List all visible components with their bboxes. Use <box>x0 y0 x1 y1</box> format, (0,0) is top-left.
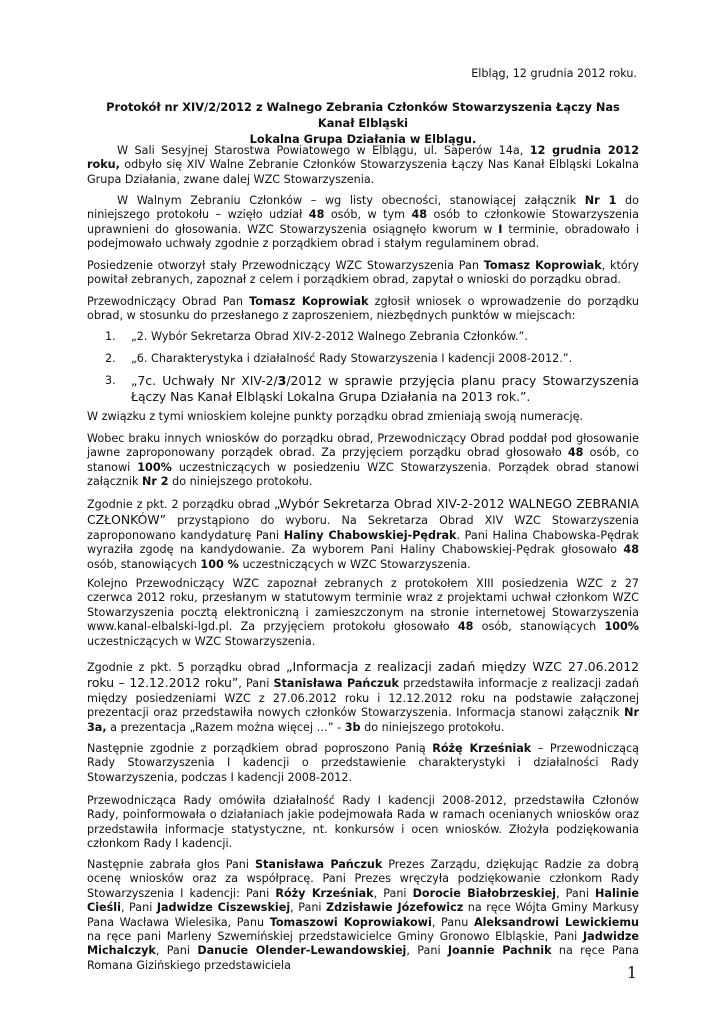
paragraph-board-presentation: Następnie zgodnie z porządkiem obrad poproszono Panią Różę Krześniak – Przewodniczącą Rady Stowarzyszenia I kadencji o przedstawienie charakterystyki i działalności Rady Stowarzyszenia, podczas I kadencji 2008-2012. <box>87 742 639 784</box>
list-item: 1. „2. Wybór Sekretarza Obrad XIV-2-2012 Walnego Zebrania Członków.”. <box>105 330 528 343</box>
paragraph-opening: W Sali Sesyjnej Starostwa Powiatowego w Elblągu, ul. Saperów 14a, 12 grudnia 2012 roku, odbyło się XIV Walne Zebranie Członków Stowarzyszenia Łączy Nas Kanał Elbląski Lokalna Grupa Działania, zwane dalej WZC Stowarzyszenia. <box>87 144 639 186</box>
paragraph-renumbering: W związku z tymi wnioskiem kolejne punkty porządku obrad zmieniają swoją numerację. <box>87 410 584 423</box>
paragraph-motion: Przewodniczący Obrad Pan Tomasz Koprowiak zgłosił wniosek o wprowadzenie do porządku obrad, w stosunku do przesłanego z zaproszeniem, niezbędnych punktów w miejscach: <box>87 295 639 323</box>
document-date: Elbląg, 12 grudnia 2012 roku. <box>471 67 637 80</box>
title-line-1: Protokół nr XIV/2/2012 z Walnego Zebrania Członków Stowarzyszenia Łączy Nas Kanał Elbląski <box>106 100 620 130</box>
paragraph-secretary-election: Zgodnie z pkt. 2 porządku obrad „Wybór Sekretarza Obrad XIV-2-2012 WALNEGO ZEBRANIA CZŁONKÓW” przystąpiono do wyboru. Na Sekretarza Obrad XIV WZC Stowarzyszenia zaproponowano kandydaturę Pani Haliny Chabowskiej-Pędrak. Pani Halina Chabowska-Pędrak wyraziła zgodę na kandydowanie. Za wyborem Pani Haliny Chabowskiej-Pędrak głosowało 48 osób, stanowiących 100 % uczestniczących w WZC Stowarzyszenia. <box>87 496 639 571</box>
title-line-2: Lokalna Grupa Działania w Elblągu. <box>249 132 477 146</box>
list-item: 2. „6. Charakterystyka i działalność Rady Stowarzyszenia I kadencji 2008-2012.”. <box>105 352 573 365</box>
paragraph-thanks: Następnie zabrała głos Pani Stanisława Pańczuk Prezes Zarządu, dziękując Radzie za dobrą ocenę wniosków oraz za współpracę. Pani Prezes wręczyła podziękowanie członkom Rady Stowarzyszenia I kadencji: Pani Róży Krześniak, Pani Dorocie Białobrzeskiej, Pani Halinie Cieśli, Pani Jadwidze Ciszewskiej, Pani Zdzisławie Józefowicz na ręce Wójta Gminy Markusy Pana Wacława Wielesika, Panu Tomaszowi Koprowiakowi, Panu Aleksandrowi Lewickiemu na ręce pani Marleny Szwemińskiej przedstawicielce Gminy Gronowo Elbląskie, Pani Jadwidze Michalczyk, Pani Danucie Olender-Lewandowskiej, Pani Joannie Pachnik na ręce Pana Romana Gizińskiego przedstawiciela <box>87 858 640 972</box>
list-item: 3. „7c. Uchwały Nr XIV-2/3/2012 w sprawie przyjęcia planu pracy Stowarzyszenia Łączy Nas Kanał Elbląski Lokalna Grupa Działania na 2013 rok.”. <box>105 373 639 404</box>
paragraph-board-summary: Przewodnicząca Rady omówiła działalność Rady I kadencji 2008-2012, przedstawiła Członów Rady, poinformowała o działaniach jakie podejmowała Rada w ramach ocenianych wniosków oraz przedstawiła informacje statystyczne, nt. konkursów i ocen wniosków. Złożyła podziękowania członkom Rady I kadencji. <box>87 794 639 851</box>
paragraph-attendance: W Walnym Zebraniu Członków – wg listy obecności, stanowiącej załącznik Nr 1 do niniejszego protokołu – wzięło udział 48 osób, w tym 48 osób to członkowie Stowarzyszenia uprawnieni do głosowania. WZC Stowarzyszenia osiągnęło kworum w I terminie, obradowało i podejmowało uchwały zgodnie z porządkiem obrad i stałym regulaminem obrad. <box>87 194 639 251</box>
paragraph-opening-session: Posiedzenie otworzył stały Przewodniczący WZC Stowarzyszenia Pan Tomasz Koprowiak, który powitał zebranych, zapoznał z celem i porządkiem obrad, zapytał o wnioski do porządku obrad. <box>87 259 639 287</box>
paragraph-previous-protocol: Kolejno Przewodniczący WZC zapoznał zebranych z protokołem XIII posiedzenia WZC z 27 czerwca 2012 roku, przesłanym w statutowym terminie wraz z projektami uchwał członkom WZC Stowarzyszenia pocztą elektroniczną i zamieszczonym na stronie internetowej Stowarzyszenia www.kanal-elbalski-lgd.pl. Za przyjęciem protokołu głosowało 48 osób, stanowiących 100% uczestniczących w WZC Stowarzyszenia. <box>87 577 639 648</box>
paragraph-agenda-vote: Wobec braku innych wniosków do porządku obrad, Przewodniczący Obrad poddał pod głosowanie jawne zaproponowany porządek obrad. Za przyjęciem porządku obrad głosowało 48 osób, co stanowi 100% uczestniczących w posiedzeniu WZC Stowarzyszenia. Porządek obrad stanowi załącznik Nr 2 do niniejszego protokołu. <box>87 432 639 489</box>
page-number: 1 <box>626 963 637 982</box>
paragraph-report: Zgodnie z pkt. 5 porządku obrad „Informacja z realizacji zadań między WZC 27.06.2012 roku – 12.12.2012 roku”, Pani Stanisława Pańczuk przedstawiła informacje z realizacji zadań między posiedzeniami WZC z 27.06.2012 roku i 12.12.2012 roku na podstawie załączonej prezentacji oraz przedstawiła nowych członków Stowarzyszenia. Informacja stanowi załącznik Nr 3a, a prezentacja „Razem można więcej …” - 3b do niniejszego protokołu. <box>87 659 640 734</box>
document-title <box>87 99 639 147</box>
